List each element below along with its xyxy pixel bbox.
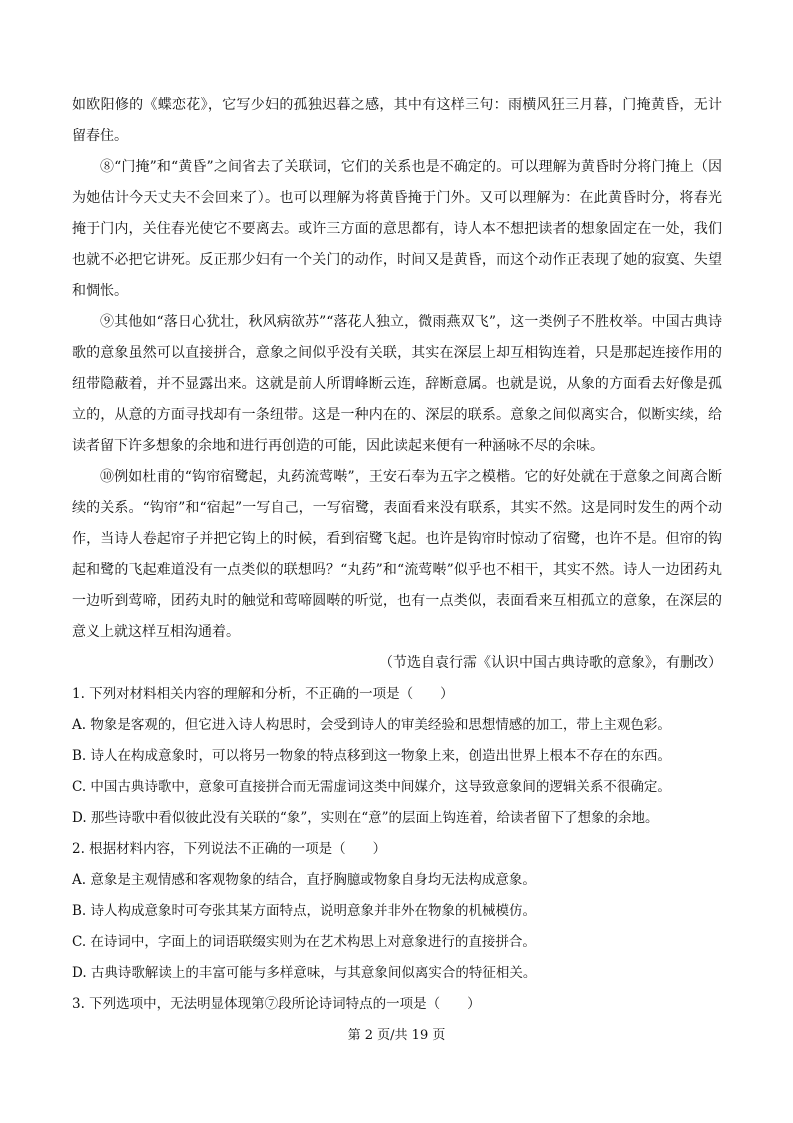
question-2-option-c: C. 在诗词中，字面上的词语联缀实则为在艺术构思上对意象进行的直接拼合。	[72, 934, 536, 950]
question-1-option-d: D. 那些诗歌中看似彼此没有关联的“象”，实则在“意”的层面上钩连着，给读者留下了想象的余地。	[72, 810, 659, 826]
paragraph-9: ⑨其他如“落日心犹壮，秋风病欲苏”“落花人独立，微雨燕双飞”，这一类例子不胜枚举。中国古典诗歌的意象虽然可以直接拼合，意象之间似乎没有关联，其实在深层上却互相钩连着，只是那起连接作用的纽带隐蔽着，并不显露出来。这就是前人所谓峰断云连，辞断意属。也就是说，从象的方面看去好像是孤立的，从意的方面寻找却有一条纽带。这是一种内在的、深层的联系。意象之间似离实合，似断实续，给读者留下许多想象的余地和进行再创造的可能，因此读起来便有一种涵咏不尽的余味。	[72, 314, 722, 454]
question-1-option-a: A. 物象是客观的，但它进入诗人构思时，会受到诗人的审美经验和思想情感的加工，带上主观色彩。	[72, 717, 671, 733]
paragraph-8: ⑧“门掩”和“黄昏”之间省去了关联词，它们的关系也是不确定的。可以理解为黄昏时分将门掩上（因为她估计今天丈夫不会回来了）。也可以理解为将黄昏掩于门外。又可以理解为：在此黄昏时分，将春光掩于门内，关住春光使它不要离去。或许三方面的意思都有，诗人本不想把读者的想象固定在一处，我们也就不必把它讲死。反正那少妇有一个关门的动作，时间又是黄昏，而这个动作正表现了她的寂寞、失望和惆怅。	[72, 159, 722, 299]
question-2-option-a: A. 意象是主观情感和客观物象的结合，直抒胸臆或物象自身均无法构成意象。	[72, 872, 536, 888]
question-1-option-b: B. 诗人在构成意象时，可以将另一物象的特点移到这一物象上来，创造出世界上根本不存在的东西。	[72, 748, 672, 764]
page-footer: 第 2 页/共 19 页	[347, 1028, 446, 1043]
question-2-option-d: D. 古典诗歌解读上的丰富可能与多样意味，与其意象间似离实合的特征相关。	[72, 965, 537, 981]
question-1-stem: 1. 下列对材料相关内容的理解和分析，不正确的一项是（ ）	[72, 686, 454, 702]
question-1-option-c: C. 中国古典诗歌中，意象可直接拼合而无需虚词这类中间媒介，这导致意象间的逻辑关系不很确定。	[72, 779, 671, 795]
paragraph-10: ⑩例如杜甫的“钩帘宿鹭起，丸药流莺啭”，王安石奉为五字之模楷。它的好处就在于意象之间离合断续的关系。“钩帘”和“宿起”一写自己，一写宿鹭，表面看来没有联系，其实不然。这是同时发生的两个动作，当诗人卷起帘子并把它钩上的时候，看到宿鹭飞起。也许是钩帘时惊动了宿鹭，也许不是。但帘的钩起和鹭的飞起难道没有一点类似的联想吗？“丸药”和“流莺啭”似乎也不相干，其实不然。诗人一边团药丸一边听到莺啼，团药丸时的触觉和莺啼圆啭的听觉，也有一点类似，表面看来互相孤立的意象，在深层的意义上就这样互相沟通着。	[72, 469, 722, 640]
question-2-option-b: B. 诗人构成意象时可夸张其某方面特点，说明意象并非外在物象的机械模仿。	[72, 903, 537, 919]
source-citation: （节选自袁行霈《认识中国古典诗歌的意象》，有删改）	[379, 655, 722, 671]
question-2-stem: 2. 根据材料内容，下列说法不正确的一项是（ ）	[72, 841, 387, 857]
question-3-stem: 3. 下列选项中，无法明显体现第⑦段所论诗词特点的一项是（ ）	[72, 996, 481, 1012]
page-content	[72, 90, 722, 1020]
paragraph-intro: 如欧阳修的《蝶恋花》，它写少妇的孤独迟暮之感，其中有这样三句：雨横风狂三月暮，门掩黄昏，无计留春住。	[72, 97, 722, 144]
